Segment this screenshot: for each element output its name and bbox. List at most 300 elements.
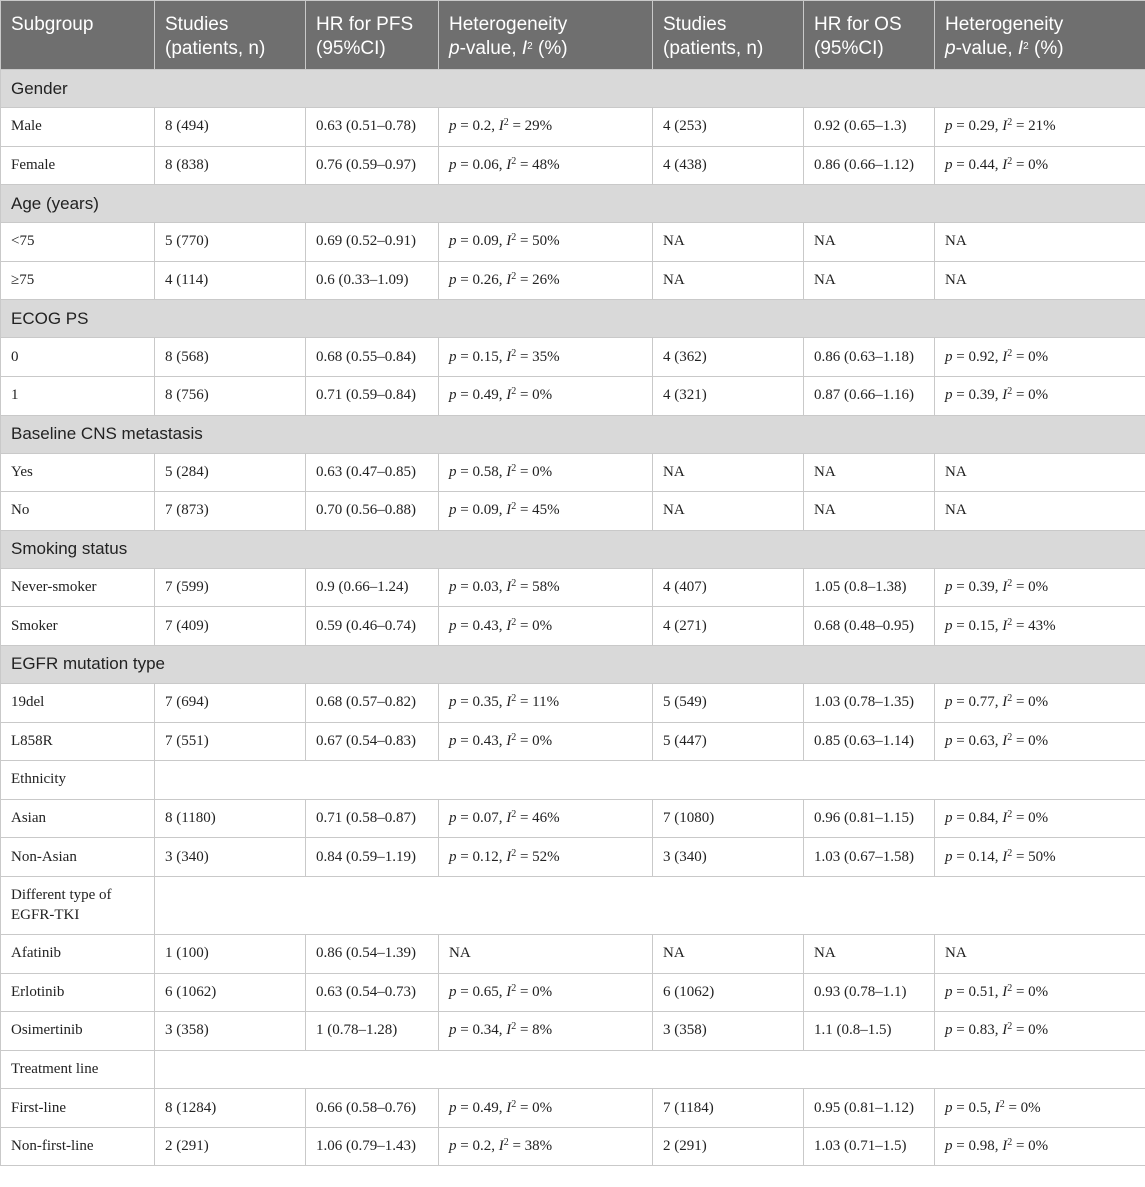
heterogeneity-os-cell [935,607,1145,646]
i2-value: = 11% [516,694,560,711]
table-row [1,146,1145,185]
table-row [1,568,1145,607]
p-symbol: p [945,387,953,404]
i-symbol: I [498,1138,504,1155]
i-symbol: I [1002,156,1008,173]
p-symbol: p [449,348,457,365]
section-label: Baseline CNS metastasis [1,415,1145,453]
i-symbol: I [506,983,512,1000]
p-value: = 0.49, [456,1099,507,1116]
heterogeneity-os-cell [935,568,1145,607]
i-superscript: 2 [1007,347,1013,359]
i-superscript: 2 [511,731,517,743]
i2-value: = 0% [516,387,553,404]
p-value: = 0.43, [456,617,507,634]
i-symbol: I [506,156,512,173]
heterogeneity-os-cell [935,683,1145,722]
hr-os-cell: 1.1 (0.8–1.5) [804,1012,935,1051]
hr-pfs-cell: 0.63 (0.51–0.78) [306,108,439,147]
i-superscript: 2 [503,117,509,129]
studies-pfs-cell: 7 (873) [155,492,306,531]
studies-pfs-cell: 7 (599) [155,568,306,607]
i-superscript: 2 [511,271,517,283]
i-superscript: 2 [511,847,517,859]
studies-os-cell: 7 (1080) [653,799,804,838]
p-symbol: p [449,732,457,749]
p-symbol: p [449,617,457,634]
i-symbol: I [506,732,512,749]
section-row [1,645,1145,683]
studies-pfs-cell: 2 (291) [155,1127,306,1166]
group-label-row [1,876,1145,934]
heterogeneity-pfs-cell [439,607,653,646]
i2-value: = 0% [1004,1099,1041,1116]
i2-value: = 52% [516,848,560,865]
hr-pfs-cell: 0.86 (0.54–1.39) [306,934,439,973]
table-row [1,1089,1145,1128]
i-superscript: 2 [1007,1137,1013,1149]
heterogeneity-os-cell [935,722,1145,761]
header-studies-os: Studies (patients, n) [653,1,804,70]
i-symbol: I [1002,848,1008,865]
i2-value: = 0% [1012,732,1049,749]
section-row [1,185,1145,223]
subgroup-cell: ≥75 [1,261,155,300]
hr-pfs-cell: 1.06 (0.79–1.43) [306,1127,439,1166]
p-symbol: p [945,1099,953,1116]
hr-pfs-cell: 0.71 (0.58–0.87) [306,799,439,838]
i2-value: = 46% [516,810,560,827]
hr-os-cell: 0.85 (0.63–1.14) [804,722,935,761]
i-symbol: I [1002,810,1008,827]
heterogeneity-pfs-cell [439,261,653,300]
hr-os-cell: 1.03 (0.71–1.5) [804,1127,935,1166]
heterogeneity-os-cell [935,973,1145,1012]
i-symbol: I [1002,617,1008,634]
i-symbol: I [1002,983,1008,1000]
i2-value: = 38% [508,1138,553,1155]
p-value: = 0.35, [456,694,507,711]
p-value: = 0.14, [952,848,1003,865]
heterogeneity-pfs-cell [439,722,653,761]
studies-os-cell: 5 (447) [653,722,804,761]
i2-value: = 0% [516,1099,553,1116]
studies-os-cell: 4 (253) [653,108,804,147]
table-row [1,973,1145,1012]
i2-value: = 0% [1012,810,1049,827]
i2-value: = 48% [516,156,560,173]
heterogeneity-os-cell [935,453,1145,492]
subgroup-cell: Smoker [1,607,155,646]
subgroup-cell: Erlotinib [1,973,155,1012]
p-symbol: p [449,1138,457,1155]
p-symbol: p [945,1138,953,1155]
hr-os-cell: 1.03 (0.67–1.58) [804,838,935,877]
hr-os-cell: 1.05 (0.8–1.38) [804,568,935,607]
section-label: Age (years) [1,185,1145,223]
i-superscript: 2 [1007,578,1013,590]
table-row [1,453,1145,492]
i-superscript: 2 [511,347,517,359]
heterogeneity-pfs-cell [439,146,653,185]
hr-pfs-cell: 0.6 (0.33–1.09) [306,261,439,300]
p-symbol: p [449,694,457,711]
i2-value: = 0% [1012,694,1049,711]
i-superscript: 2 [1007,809,1013,821]
hr-pfs-cell: 0.70 (0.56–0.88) [306,492,439,531]
table-row [1,1012,1145,1051]
na-value: NA [945,463,967,480]
p-value: = 0.09, [456,502,507,519]
table-row [1,1127,1145,1166]
heterogeneity-pfs-cell [439,492,653,531]
i-superscript: 2 [511,386,517,398]
subgroup-cell: Asian [1,799,155,838]
i-symbol: I [506,348,512,365]
heterogeneity-os-cell [935,838,1145,877]
heterogeneity-os-cell [935,492,1145,531]
i2-value: = 0% [516,983,553,1000]
studies-os-cell: 3 (340) [653,838,804,877]
p-value: = 0.63, [952,732,1003,749]
p-symbol: p [449,118,457,135]
hr-pfs-cell: 0.67 (0.54–0.83) [306,722,439,761]
na-value: NA [945,502,967,519]
i-symbol: I [506,387,512,404]
studies-pfs-cell: 7 (409) [155,607,306,646]
subgroup-cell: 19del [1,683,155,722]
i2-value: = 29% [508,118,553,135]
heterogeneity-pfs-cell [439,799,653,838]
subgroup-cell: Non-first-line [1,1127,155,1166]
i-symbol: I [1002,1138,1008,1155]
p-symbol: p [945,579,953,596]
na-value: NA [945,233,967,250]
p-value: = 0.51, [952,983,1003,1000]
i-superscript: 2 [511,616,517,628]
studies-pfs-cell: 6 (1062) [155,973,306,1012]
p-value: = 0.07, [456,810,507,827]
hr-pfs-cell: 0.66 (0.58–0.76) [306,1089,439,1128]
p-value: = 0.58, [456,463,507,480]
hr-os-cell: NA [804,261,935,300]
table-row [1,934,1145,973]
heterogeneity-pfs-cell [439,1127,653,1166]
i-symbol: I [506,1099,512,1116]
header-studies-pfs: Studies (patients, n) [155,1,306,70]
i-symbol: I [1002,579,1008,596]
hr-pfs-cell: 0.63 (0.47–0.85) [306,453,439,492]
p-symbol: p [449,579,457,596]
hr-os-cell: 0.86 (0.66–1.12) [804,146,935,185]
subgroup-cell: Afatinib [1,934,155,973]
table-row [1,376,1145,415]
studies-pfs-cell: 5 (770) [155,223,306,262]
table-row [1,799,1145,838]
studies-pfs-cell: 7 (551) [155,722,306,761]
studies-pfs-cell: 4 (114) [155,261,306,300]
heterogeneity-os-cell [935,338,1145,377]
subgroup-cell: Non-Asian [1,838,155,877]
i-symbol: I [506,617,512,634]
hr-os-cell: 0.87 (0.66–1.16) [804,376,935,415]
i-symbol: I [498,118,504,135]
heterogeneity-os-cell [935,1089,1145,1128]
hr-os-cell: 0.68 (0.48–0.95) [804,607,935,646]
hr-os-cell: 1.03 (0.78–1.35) [804,683,935,722]
hr-pfs-cell: 0.9 (0.66–1.24) [306,568,439,607]
header-heterogeneity-os: Heterogeneity p-value, $I^2$ (%) [935,1,1145,70]
i-superscript: 2 [1007,117,1013,129]
i2-value: = 0% [1012,579,1049,596]
hr-pfs-cell: 0.59 (0.46–0.74) [306,607,439,646]
p-value: = 0.44, [952,156,1003,173]
section-row [1,70,1145,108]
i-superscript: 2 [1007,982,1013,994]
hr-os-cell: NA [804,492,935,531]
i2-value: = 0% [1012,1022,1049,1039]
studies-os-cell: 4 (407) [653,568,804,607]
subgroup-cell: Female [1,146,155,185]
heterogeneity-pfs-cell [439,223,653,262]
studies-pfs-cell: 7 (694) [155,683,306,722]
i2-value: = 26% [516,272,560,289]
studies-os-cell: NA [653,261,804,300]
hr-os-cell: NA [804,453,935,492]
i2-value: = 21% [1012,118,1056,135]
i2-value: = 0% [1012,983,1049,1000]
studies-pfs-cell: 8 (1180) [155,799,306,838]
p-symbol: p [945,694,953,711]
i-symbol: I [1002,694,1008,711]
studies-os-cell: 7 (1184) [653,1089,804,1128]
studies-pfs-cell: 8 (838) [155,146,306,185]
heterogeneity-os-cell [935,108,1145,147]
table-row [1,261,1145,300]
i2-value: = 0% [1012,348,1049,365]
studies-pfs-cell: 5 (284) [155,453,306,492]
heterogeneity-pfs-cell [439,568,653,607]
p-value: = 0.5, [952,1099,995,1116]
subgroup-cell: Yes [1,453,155,492]
hr-os-cell: NA [804,223,935,262]
i-superscript: 2 [511,982,517,994]
i-superscript: 2 [1007,847,1013,859]
studies-os-cell: 4 (438) [653,146,804,185]
heterogeneity-pfs-cell [439,934,653,973]
p-symbol: p [945,1022,953,1039]
p-symbol: p [945,848,953,865]
p-symbol: p [449,1099,457,1116]
hr-pfs-cell: 0.68 (0.55–0.84) [306,338,439,377]
studies-os-cell: NA [653,223,804,262]
studies-pfs-cell: 8 (1284) [155,1089,306,1128]
section-label: Gender [1,70,1145,108]
group-label-row [1,761,1145,800]
i-symbol: I [506,272,512,289]
heterogeneity-os-cell [935,1127,1145,1166]
subgroup-cell: First-line [1,1089,155,1128]
section-row [1,530,1145,568]
heterogeneity-pfs-cell [439,838,653,877]
i-symbol: I [1002,387,1008,404]
i-superscript: 2 [1007,1021,1013,1033]
i-superscript: 2 [503,1137,509,1149]
hr-pfs-cell: 0.68 (0.57–0.82) [306,683,439,722]
table-row [1,108,1145,147]
i2-value: = 35% [516,348,560,365]
i-superscript: 2 [1007,693,1013,705]
studies-os-cell: NA [653,492,804,531]
i-symbol: I [506,233,512,250]
p-symbol: p [449,463,457,480]
header-heterogeneity-pfs: Heterogeneity p-value, $I^2$ (%) [439,1,653,70]
p-value: = 0.77, [952,694,1003,711]
na-value: NA [945,945,967,962]
p-symbol: p [449,810,457,827]
heterogeneity-os-cell [935,799,1145,838]
subgroup-cell: 1 [1,376,155,415]
group-label: Different type of EGFR-TKI [1,876,155,934]
i2-value: = 50% [516,233,560,250]
p-symbol: p [945,118,953,135]
heterogeneity-pfs-cell [439,338,653,377]
header-hr-os: HR for OS (95%CI) [804,1,935,70]
group-label-blank [155,876,1145,934]
i2-value: = 8% [516,1022,553,1039]
studies-pfs-cell: 8 (756) [155,376,306,415]
p-symbol: p [945,810,953,827]
hr-os-cell: 0.93 (0.78–1.1) [804,973,935,1012]
i2-value: = 0% [1012,156,1049,173]
heterogeneity-os-cell [935,146,1145,185]
studies-pfs-cell: 1 (100) [155,934,306,973]
i-symbol: I [506,1022,512,1039]
table-row [1,223,1145,262]
hr-pfs-cell: 0.69 (0.52–0.91) [306,223,439,262]
p-value: = 0.98, [952,1138,1003,1155]
p-symbol: p [945,732,953,749]
table-row [1,683,1145,722]
i-symbol: I [506,810,512,827]
p-value: = 0.39, [952,387,1003,404]
p-symbol: p [449,156,457,173]
i-superscript: 2 [511,693,517,705]
subgroup-cell: <75 [1,223,155,262]
group-label-row [1,1050,1145,1089]
studies-pfs-cell: 8 (568) [155,338,306,377]
p-symbol: p [449,272,457,289]
p-symbol: p [449,233,457,250]
i-superscript: 2 [511,1021,517,1033]
heterogeneity-pfs-cell [439,108,653,147]
group-label: Treatment line [1,1050,155,1089]
i-superscript: 2 [1007,616,1013,628]
heterogeneity-pfs-cell [439,1089,653,1128]
heterogeneity-pfs-cell [439,453,653,492]
i-superscript: 2 [511,155,517,167]
studies-pfs-cell: 3 (340) [155,838,306,877]
p-value: = 0.92, [952,348,1003,365]
i-symbol: I [994,1099,1000,1116]
i-superscript: 2 [511,809,517,821]
heterogeneity-os-cell [935,261,1145,300]
heterogeneity-pfs-cell [439,376,653,415]
p-symbol: p [945,983,953,1000]
i-superscript: 2 [511,462,517,474]
i2-value: = 50% [1012,848,1056,865]
p-value: = 0.43, [456,732,507,749]
p-value: = 0.83, [952,1022,1003,1039]
hr-os-cell: 0.86 (0.63–1.18) [804,338,935,377]
heterogeneity-os-cell [935,1012,1145,1051]
i-superscript: 2 [511,232,517,244]
section-label: ECOG PS [1,300,1145,338]
hr-pfs-cell: 1 (0.78–1.28) [306,1012,439,1051]
heterogeneity-os-cell [935,376,1145,415]
studies-os-cell: 6 (1062) [653,973,804,1012]
p-value: = 0.2, [456,118,499,135]
p-symbol: p [945,156,953,173]
i-symbol: I [506,463,512,480]
heterogeneity-pfs-cell [439,1012,653,1051]
i2-value: = 45% [516,502,560,519]
i-symbol: I [506,502,512,519]
subgroup-cell: Never-smoker [1,568,155,607]
i-superscript: 2 [511,578,517,590]
subgroup-cell: 0 [1,338,155,377]
header-hr-pfs: HR for PFS (95%CI) [306,1,439,70]
i-symbol: I [1002,1022,1008,1039]
p-value: = 0.39, [952,579,1003,596]
p-value: = 0.15, [952,617,1003,634]
i2-value: = 0% [516,732,553,749]
studies-pfs-cell: 3 (358) [155,1012,306,1051]
p-symbol: p [449,502,457,519]
na-value: NA [449,945,471,962]
p-value: = 0.49, [456,387,507,404]
p-value: = 0.34, [456,1022,507,1039]
studies-pfs-cell: 8 (494) [155,108,306,147]
i2-value: = 0% [516,617,553,634]
hr-pfs-cell: 0.63 (0.54–0.73) [306,973,439,1012]
p-symbol: p [945,617,953,634]
heterogeneity-os-cell [935,223,1145,262]
i-superscript: 2 [1007,386,1013,398]
i2-value: = 58% [516,579,560,596]
i-symbol: I [1002,118,1008,135]
subgroup-cell: No [1,492,155,531]
i-superscript: 2 [511,501,517,513]
studies-os-cell: 4 (271) [653,607,804,646]
i-superscript: 2 [1007,155,1013,167]
p-symbol: p [945,348,953,365]
studies-os-cell: 5 (549) [653,683,804,722]
hr-os-cell: 0.96 (0.81–1.15) [804,799,935,838]
studies-os-cell: 3 (358) [653,1012,804,1051]
heterogeneity-pfs-cell [439,683,653,722]
p-symbol: p [449,848,457,865]
heterogeneity-os-cell [935,934,1145,973]
p-value: = 0.65, [456,983,507,1000]
i-superscript: 2 [999,1098,1005,1110]
i-superscript: 2 [511,1098,517,1110]
p-value: = 0.06, [456,156,507,173]
p-symbol: p [449,1022,457,1039]
i-superscript: 2 [1007,731,1013,743]
section-label: EGFR mutation type [1,645,1145,683]
section-row [1,300,1145,338]
